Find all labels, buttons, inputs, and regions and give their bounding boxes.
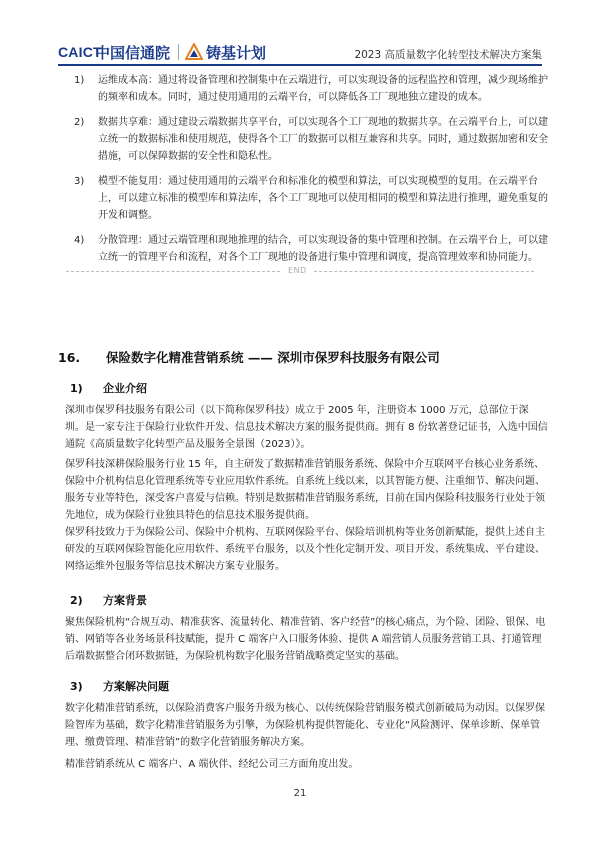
subsection-title: 方案解决问题 <box>103 680 169 693</box>
zhuji-logo-text: 铸基计划 <box>206 44 267 62</box>
section-heading <box>58 348 440 366</box>
caict-logo-chinese: 中国信通院 <box>95 44 171 62</box>
paragraph: 深圳市保罗科技服务有限公司（以下简称保罗科技）成立于 2005 年，注册资本 1000 万元，总部位于深圳。是一家专注于保险行业软件开发、信息技术解决方案的服务提供商。拥有 8 份软著登记证书，入选中国信通院《高质量数字化转型产品及服务全景图（2023）》。 <box>65 405 548 450</box>
list-item <box>58 114 548 165</box>
challenge-list <box>58 72 548 266</box>
header-rule <box>58 64 542 66</box>
end-divider-dash-left <box>66 271 280 272</box>
subsection-number: 1) <box>70 382 83 395</box>
subsection-heading <box>58 380 147 396</box>
list-item-number: 2) <box>74 117 85 128</box>
list-item-text: 数据共享难：通过建设云端数据共享平台，可以实现各个工厂现地的数据共享。在云端平台上，可以建立统一的数据标准和使用规范，使得各个工厂的数据可以相互兼容和共享。同时，通过数据加密和安全措施，可以保障数据的安全性和隐私性。 <box>98 117 548 162</box>
subsection-title: 方案背景 <box>103 594 147 607</box>
list-item-number: 1) <box>74 75 85 86</box>
paragraph: 聚焦保险机构“合规互动、精准获客、流量转化、精准营销、客户经营”的核心痛点，为个险、团险、银保、电销、网销等各业务场景科技赋能，提升 C 端客户入口服务体验、提供 A 端营销人员服务营销工具、打通管理后端数据整合闭环数据链，为保险机构数字化服务营销战略奠定坚实的基础。 <box>65 617 546 662</box>
logo-divider <box>178 44 179 60</box>
subsection-heading <box>58 678 169 694</box>
list-item <box>58 173 548 224</box>
subsection-title: 企业介绍 <box>103 382 147 395</box>
caict-logo-text: CAICT <box>58 44 102 60</box>
paragraph: 保罗科技深耕保险服务行业 15 年，自主研发了数据精准营销服务系统、保险中介互联网平台核心业务系统、保险中介机构信息化管理系统等专业应用软件系统。自系统上线以来，以其智能方便、注重细节、解决问题、服务专业等特色，深受客户喜爱与信赖。特别是数据精准营销服务系统，目前在国内保险科技服务行业处于领先地位，成为保险行业独具特色的信息技术服务提供商。 <box>65 459 545 521</box>
end-divider <box>66 266 534 276</box>
subsection-number: 2) <box>70 594 83 607</box>
end-divider-dash-right <box>314 271 534 272</box>
zhuji-logo-icon <box>185 43 203 61</box>
subsection-number: 3) <box>70 680 83 693</box>
list-item <box>58 232 548 266</box>
paragraph: 精准营销系统从 C 端客户、A 端伙伴、经纪公司三方面角度出发。 <box>65 759 359 770</box>
section-title: 保险数字化精准营销系统 —— 深圳市保罗科技服务有限公司 <box>106 350 440 365</box>
page-header <box>0 0 600 70</box>
list-item-text: 运维成本高：通过将设备管理和控制集中在云端进行，可以实现设备的远程监控和管理，减少现场维护的频率和成本。同时，通过使用通用的云端平台，可以降低各工厂现地独立建设的成本。 <box>98 75 548 103</box>
list-item-number: 4) <box>74 235 85 246</box>
list-item <box>58 72 548 106</box>
list-item-text: 模型不能复用：通过使用通用的云端平台和标准化的模型和算法，可以实现模型的复用。在云端平台上，可以建立标准的模型库和算法库，各个工厂现地可以使用相同的模型和算法进行推理，避免重复的开发和调整。 <box>98 176 548 221</box>
paragraph: 保罗科技致力于为保险公司、保险中介机构、互联网保险平台、保险培训机构等业务创新赋能，提供上述自主研发的互联网保险智能化应用软件、系统平台服务，以及个性化定制开发、项目开发、系统集成、平台建设、网络运维外包服务等信息技术解决方案专业服务。 <box>65 527 545 572</box>
paragraph: 数字化精准营销系统，以保险消费客户服务升级为核心、以传统保险营销服务模式创新破局为动因。以保罗保险智库为基础，数字化精准营销服务为引擎，为保险机构提供智能化、专业化“风险测评、保单诊断、保单管理、缴费管理、精准营销”的数字化营销服务解决方案。 <box>65 703 545 748</box>
document-title: 2023 高质量数字化转型技术解决方案集 <box>354 49 542 61</box>
end-marker: END <box>288 266 307 275</box>
section-number: 16. <box>58 350 81 365</box>
list-item-number: 3) <box>74 176 85 187</box>
page-number: 21 <box>293 788 307 799</box>
list-item-text: 分散管理：通过云端管理和现地推理的结合，可以实现设备的集中管理和控制。在云端平台上，可以建立统一的管理平台和流程，对各个工厂现地的设备进行集中管理和调度，提高管理效率和协同能力。 <box>98 235 548 263</box>
subsection-heading <box>58 592 147 608</box>
